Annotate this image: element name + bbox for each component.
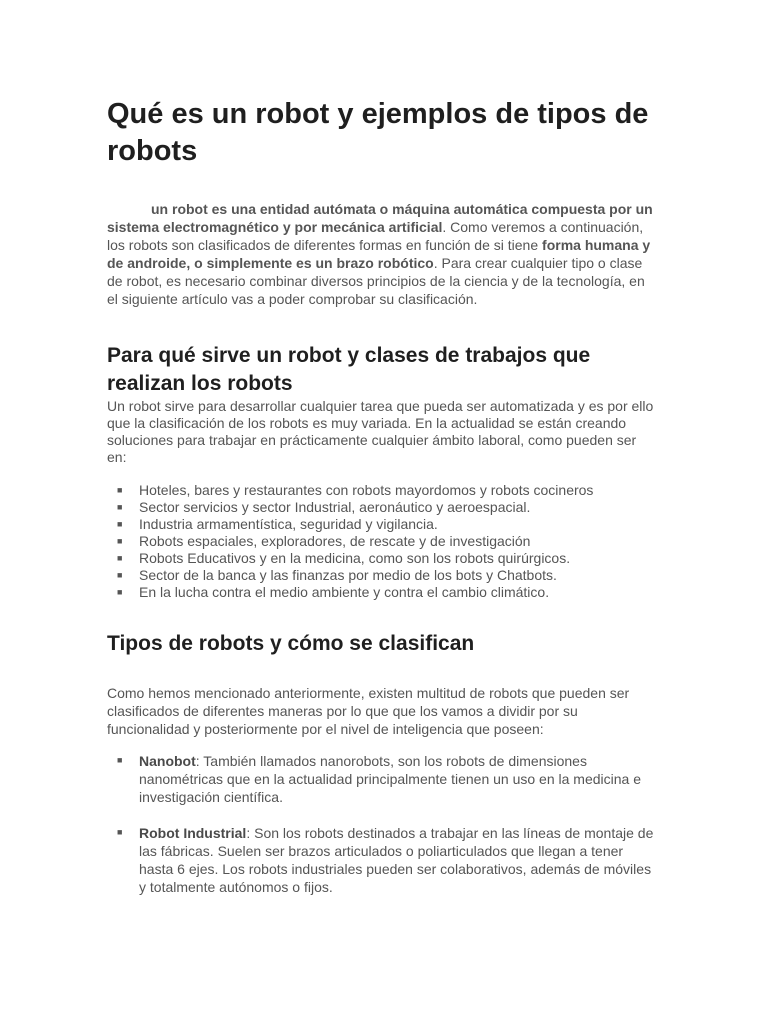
square-bullet-icon: ■ <box>117 553 123 563</box>
square-bullet-icon: ■ <box>117 519 123 529</box>
list-item <box>117 550 657 567</box>
list-item <box>117 533 657 550</box>
list-item-text: Hoteles, bares y restaurantes con robots mayordomos y robots cocineros <box>139 482 594 498</box>
list-item-term: Robot Industrial <box>139 825 247 841</box>
intro-text-1: . Como veremos a continuación, los robots son clasificados de diferentes formas en función de si tiene <box>107 219 644 253</box>
intro-bold-forms: forma humana y de androide, o simplemente es un brazo robótico <box>107 237 651 271</box>
list-item-text: : También llamados nanorobots, son los robots de dimensiones nanométricas que en la actualidad principalmente tienen un uso en la medicina e investigación científica. <box>139 753 641 805</box>
list-item-text: Industria armamentística, seguridad y vigilancia. <box>139 516 438 532</box>
section1-list <box>117 482 657 601</box>
square-bullet-icon: ■ <box>117 570 123 580</box>
square-bullet-icon: ■ <box>117 485 123 495</box>
list-item-text: Robots espaciales, exploradores, de rescate y de investigación <box>139 533 531 549</box>
square-bullet-icon: ■ <box>117 502 123 512</box>
section2-list <box>117 752 657 914</box>
list-item-term: Nanobot <box>139 753 196 769</box>
section2-paragraph: Como hemos mencionado anteriormente, existen multitud de robots que pueden ser clasificados de diferentes maneras por lo que que los vamos a dividir por su funcionalidad y posteriormente por el nivel de inteligencia que poseen: <box>107 685 630 737</box>
list-item <box>117 824 657 896</box>
square-bullet-icon: ■ <box>117 755 123 765</box>
list-item <box>117 752 657 806</box>
list-item-text: En la lucha contra el medio ambiente y contra el cambio climático. <box>139 584 550 600</box>
list-item <box>117 482 657 499</box>
list-item-text: Sector de la banca y las finanzas por medio de los bots y Chatbots. <box>139 567 557 583</box>
list-item <box>117 516 657 533</box>
list-item-text: Sector servicios y sector Industrial, aeronáutico y aeroespacial. <box>139 499 531 515</box>
list-item <box>117 499 657 516</box>
page-title: Qué es un robot y ejemplos de tipos de robots <box>107 98 649 167</box>
list-item-text: Robots Educativos y en la medicina, como son los robots quirúrgicos. <box>139 550 571 566</box>
list-item-text: : Son los robots destinados a trabajar en las líneas de montaje de las fábricas. Suelen ser brazos articulados o poliarticulados que llegan a tener hasta 6 ejes. Los robots industriales pueden ser colaborativos, además de móviles y totalmente autónomos o fijos. <box>139 825 654 895</box>
square-bullet-icon: ■ <box>117 827 123 837</box>
intro-bold-definition: un robot es una entidad autómata o máquina automática compuesta por un sistema electromagnético y por mecánica artificial <box>107 201 653 235</box>
list-item <box>117 567 657 584</box>
intro-paragraph <box>107 200 659 308</box>
section1-paragraph: Un robot sirve para desarrollar cualquier tarea que pueda ser automatizada y es por ello que la clasificación de los robots es muy variada. En la actualidad se están creando soluciones para trabajar en prácticamente cualquier ámbito laboral, como pueden ser en: <box>107 398 654 465</box>
intro-text-2: . Para crear cualquier tipo o clase de robot, es necesario combinar diversos principios de la ciencia y de la tecnología, en el siguiente artículo vas a poder comprobar su clasificación. <box>107 255 645 307</box>
square-bullet-icon: ■ <box>117 587 123 597</box>
section2-heading: Tipos de robots y cómo se clasifican <box>107 632 475 655</box>
square-bullet-icon: ■ <box>117 536 123 546</box>
section1-heading: Para qué sirve un robot y clases de trabajos que realizan los robots <box>107 344 591 395</box>
list-item <box>117 584 657 601</box>
